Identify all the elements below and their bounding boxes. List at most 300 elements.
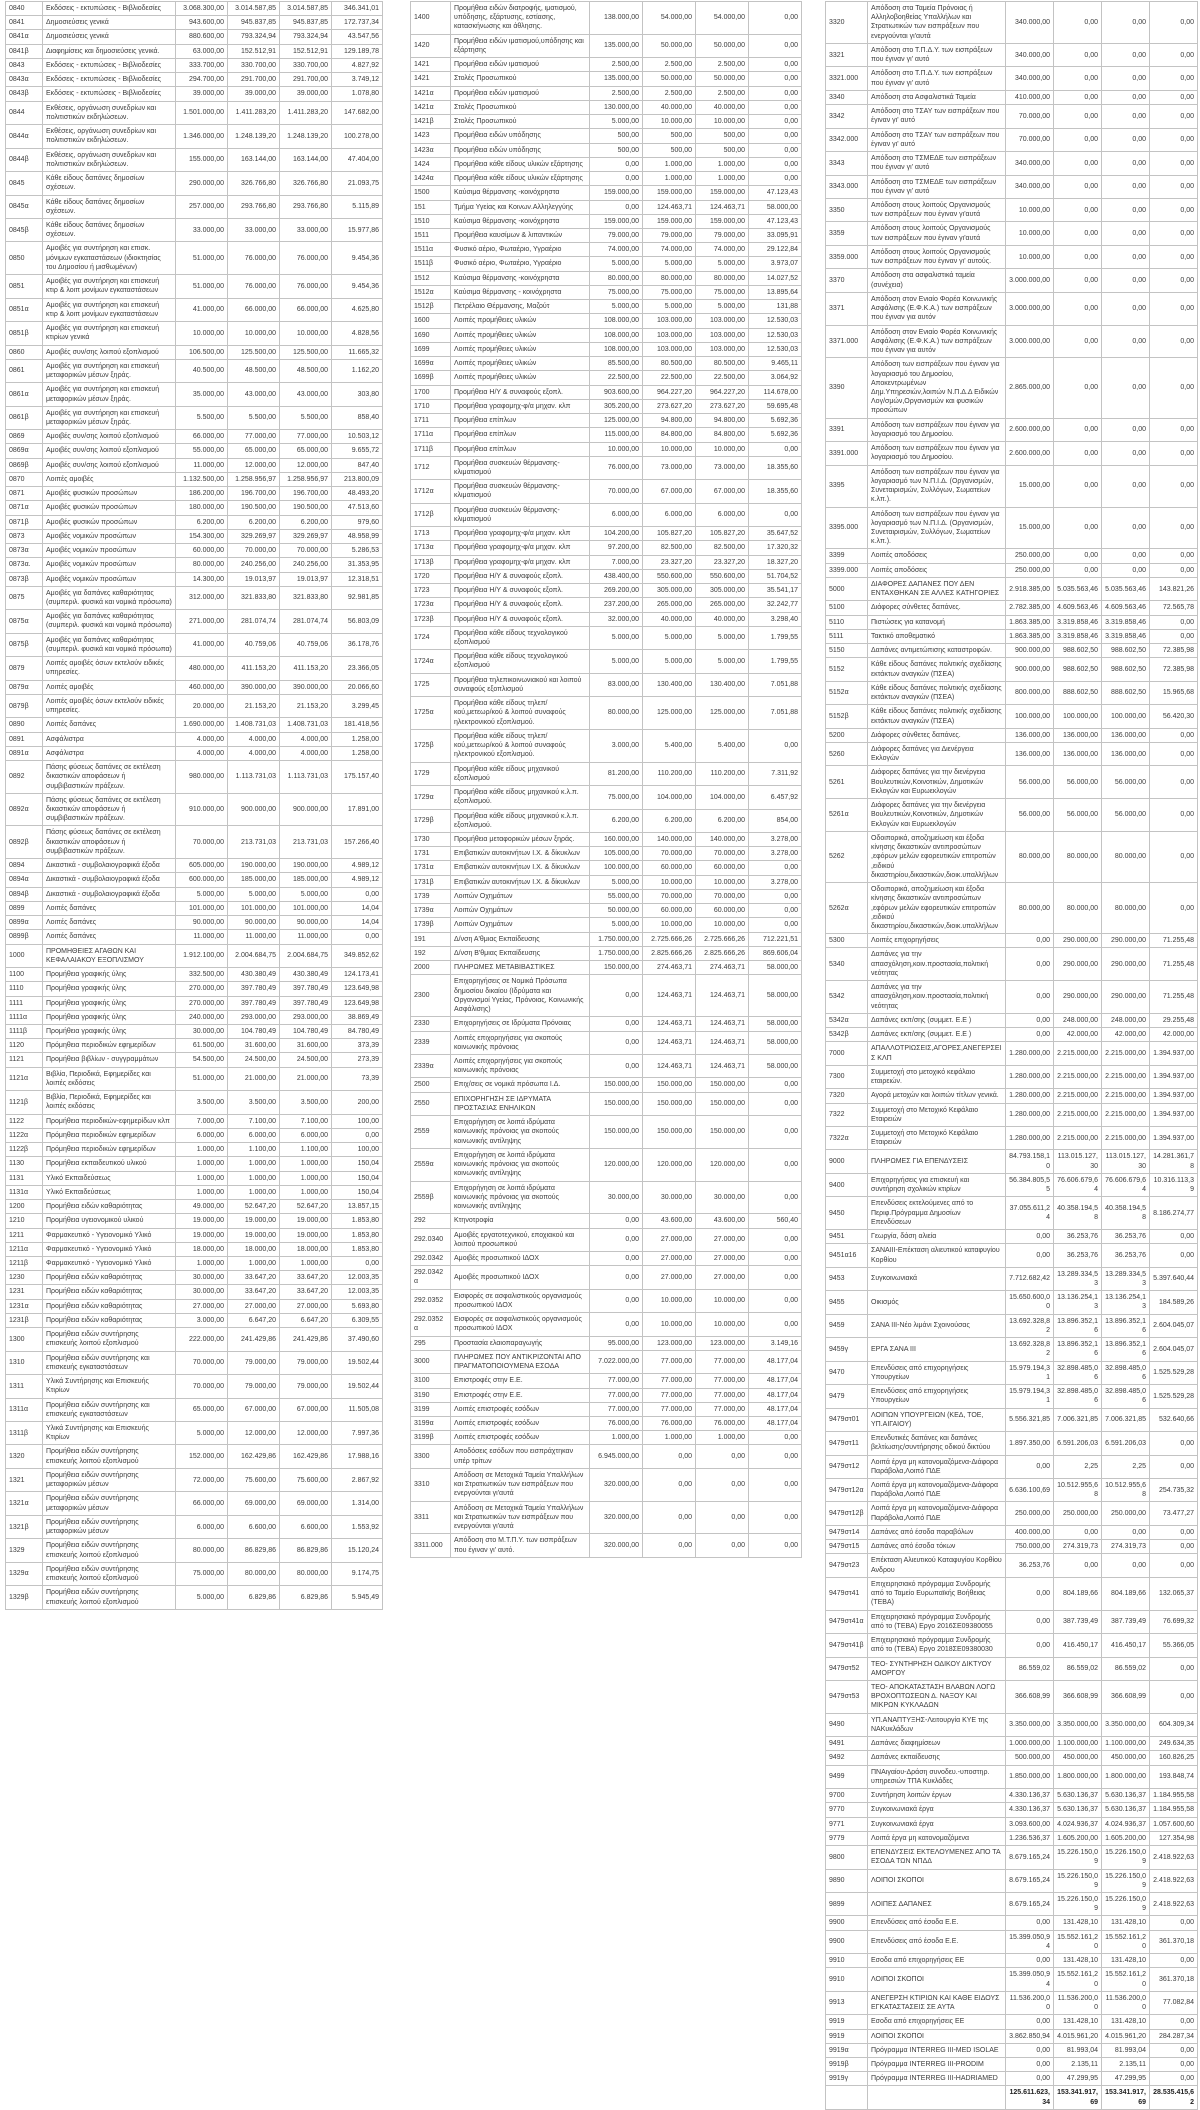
table-row xyxy=(826,1954,1198,1968)
amount-paid-cell: 5.945,49 xyxy=(332,1586,383,1609)
amount-revised-cell: 0,00 xyxy=(1054,43,1102,66)
amount-final-cell: 1.000,00 xyxy=(280,1157,332,1171)
code-cell: 5152β xyxy=(826,705,868,728)
code-cell: 1329β xyxy=(6,1586,43,1609)
description-cell: Προμήθεια συσκευών θέρμανσης-κλιματισμού xyxy=(451,456,590,479)
amount-budget-cell: 6.000,00 xyxy=(176,1515,228,1538)
code-cell: 0844β xyxy=(6,148,43,171)
amount-final-cell: 2.215.000,00 xyxy=(1102,1042,1150,1065)
amount-final-cell: 74.000,00 xyxy=(696,243,749,257)
amount-budget-cell: 800.000,00 xyxy=(1006,681,1054,704)
amount-revised-cell: 3.500,00 xyxy=(228,1091,280,1114)
amount-revised-cell: 5.630.136,37 xyxy=(1054,1789,1102,1803)
amount-revised-cell: 162.429,86 xyxy=(228,1445,280,1468)
amount-final-cell: 397.780,49 xyxy=(280,996,332,1010)
table-row xyxy=(6,1185,383,1199)
amount-revised-cell: 47.299,95 xyxy=(1054,2072,1102,2086)
amount-revised-cell: 110.200,00 xyxy=(643,762,696,785)
amount-final-cell: 0,00 xyxy=(1102,175,1150,198)
amount-paid-cell: 0,00 xyxy=(1150,128,1198,151)
amount-revised-cell: 7.100,00 xyxy=(228,1114,280,1128)
table-row xyxy=(411,115,802,129)
amount-revised-cell: 6.829,86 xyxy=(228,1586,280,1609)
code-cell: 1720 xyxy=(411,569,451,583)
table-row xyxy=(6,58,383,72)
amount-budget-cell: 1.000,00 xyxy=(176,1256,228,1270)
description-cell: Κάθε είδους δαπάνες δημοσίων σχέσεων. xyxy=(43,195,176,218)
amount-revised-cell: 131.428,10 xyxy=(1054,2015,1102,2029)
amount-budget-cell: 86.559,02 xyxy=(1006,1657,1054,1680)
amount-budget-cell: 80.000,00 xyxy=(176,1539,228,1562)
amount-revised-cell: 6.000,00 xyxy=(643,503,696,526)
code-cell: 1421 xyxy=(411,72,451,86)
amount-paid-cell: 0,00 xyxy=(1150,1680,1198,1713)
amount-paid-cell: 0,00 xyxy=(1150,2043,1198,2057)
amount-budget-cell: 15.399.050,94 xyxy=(1006,1968,1054,1991)
description-cell: Πάσης φύσεως δαπάνες σε εκτέλεση δικαστικών αποφάσεων ή συμβιβαστικών πράξεων. xyxy=(43,826,176,859)
code-cell: 1130 xyxy=(6,1157,43,1171)
amount-paid-cell: 0,00 xyxy=(749,129,802,143)
amount-budget-cell: 900.000,00 xyxy=(1006,658,1054,681)
amount-paid-cell: 0,00 xyxy=(1150,418,1198,441)
code-cell: 1131α xyxy=(6,1185,43,1199)
amount-revised-cell: 13.136.254,13 xyxy=(1054,1291,1102,1314)
amount-final-cell: 5.035.563,46 xyxy=(1102,577,1150,600)
code-cell: 0890 xyxy=(6,718,43,732)
table-row xyxy=(6,16,383,30)
amount-final-cell: 19.013,97 xyxy=(280,572,332,586)
amount-budget-cell: 0,00 xyxy=(1006,1634,1054,1657)
amount-budget-cell: 10.000,00 xyxy=(1006,198,1054,221)
amount-final-cell: 5.000,00 xyxy=(280,887,332,901)
amount-final-cell: 27.000,00 xyxy=(696,1266,749,1289)
amount-revised-cell: 27.000,00 xyxy=(643,1251,696,1265)
amount-final-cell: 4.000,00 xyxy=(280,732,332,746)
code-cell: 9479στ01 xyxy=(826,1408,868,1431)
amount-paid-cell: 47.123,43 xyxy=(749,186,802,200)
amount-revised-cell: 265.000,00 xyxy=(643,598,696,612)
amount-paid-cell: 0,00 xyxy=(749,1251,802,1265)
description-cell: Προμήθεια γραφικής ύλης xyxy=(43,968,176,982)
amount-paid-cell: 2.418.922,63 xyxy=(1150,1846,1198,1869)
code-cell: 2550 xyxy=(411,1092,451,1115)
amount-budget-cell: 880.600,00 xyxy=(176,30,228,44)
amount-budget-cell: 18.000,00 xyxy=(176,1242,228,1256)
amount-paid-cell: 0,00 xyxy=(1150,1540,1198,1554)
amount-paid-cell: 0,00 xyxy=(1150,1657,1198,1680)
amount-paid-cell: 1.394.937,00 xyxy=(1150,1126,1198,1149)
amount-paid-cell: 0,00 xyxy=(749,1468,802,1501)
amount-budget-cell: 19.000,00 xyxy=(176,1214,228,1228)
description-cell: Δαπάνες από έσοδα παραβόλων xyxy=(868,1525,1006,1539)
amount-paid-cell: 58.000,00 xyxy=(749,1054,802,1077)
table-row xyxy=(6,30,383,44)
code-cell: 5342α xyxy=(826,1013,868,1027)
table-row xyxy=(6,944,383,967)
description-cell: Προμήθεια μεταφορικών μέσων ξηράς. xyxy=(451,833,590,847)
table-row xyxy=(826,418,1198,441)
code-cell: 5262α xyxy=(826,883,868,934)
table-row xyxy=(826,507,1198,549)
amount-final-cell: 22.500,00 xyxy=(696,371,749,385)
table-row xyxy=(6,1053,383,1067)
amount-revised-cell: 86.559,02 xyxy=(1054,1657,1102,1680)
description-cell: Φυσικό αέριο, Φωταέριο, Υγραέριο xyxy=(451,257,590,271)
description-cell: Προμήθεια τηλεπικοινωνιακού και λοιπού συναφούς εξοπλισμού xyxy=(451,673,590,696)
amount-paid-cell: 1.525.529,28 xyxy=(1150,1385,1198,1408)
amount-paid-cell: 0,00 xyxy=(749,143,802,157)
amount-budget-cell: 460.000,00 xyxy=(176,680,228,694)
amount-budget-cell: 1.000,00 xyxy=(176,1143,228,1157)
amount-paid-cell: 1.078,80 xyxy=(332,87,383,101)
amount-paid-cell: 1.553,92 xyxy=(332,1515,383,1538)
amount-paid-cell: 0,00 xyxy=(749,861,802,875)
amount-revised-cell: 15.226.150,09 xyxy=(1054,1846,1102,1869)
description-cell: Αμοιβές εργατοτεχνικού, εποχιακού και λοιπού προσωπικού xyxy=(451,1228,590,1251)
code-cell: 0861α xyxy=(6,383,43,406)
amount-revised-cell: 281.074,74 xyxy=(228,610,280,633)
amount-budget-cell: 51.000,00 xyxy=(176,1067,228,1090)
amount-final-cell: 36.253,76 xyxy=(1102,1230,1150,1244)
amount-budget-cell: 3.000.000,00 xyxy=(1006,269,1054,292)
amount-final-cell: 6.200,00 xyxy=(696,809,749,832)
amount-revised-cell: 79.000,00 xyxy=(228,1351,280,1374)
amount-revised-cell: 7.006.321,85 xyxy=(1054,1408,1102,1431)
code-cell: 2559 xyxy=(411,1116,451,1149)
amount-paid-cell: 0,00 xyxy=(1150,198,1198,221)
code-cell: 5262 xyxy=(826,831,868,882)
amount-revised-cell: 65.000,00 xyxy=(228,444,280,458)
description-cell: Απόδοση στο ΤΣΑΥ των εισπράξεων που έγιναν γι' αυτό xyxy=(868,128,1006,151)
amount-paid-cell: 0,00 xyxy=(1150,222,1198,245)
amount-revised-cell: 50.000,00 xyxy=(643,34,696,57)
amount-final-cell: 124.463,71 xyxy=(696,1031,749,1054)
amount-final-cell: 43.000,00 xyxy=(280,383,332,406)
amount-final-cell: 0,00 xyxy=(1102,418,1150,441)
description-cell: Δικαστικά - συμβολαιογραφικά έξοδα xyxy=(43,859,176,873)
amount-final-cell: 131.428,10 xyxy=(1102,1954,1150,1968)
amount-final-cell: 15.226.150,09 xyxy=(1102,1846,1150,1869)
description-cell: Συγκοινωνιακά xyxy=(868,1267,1006,1290)
amount-paid-cell: 77.082,84 xyxy=(1150,1991,1198,2014)
amount-revised-cell: 2.215.000,00 xyxy=(1054,1103,1102,1126)
amount-budget-cell: 3.350.000,00 xyxy=(1006,1713,1054,1736)
amount-final-cell: 2.825.666,26 xyxy=(696,946,749,960)
description-cell: Αμοιβές προσωπικού ΙΔΟΧ xyxy=(451,1266,590,1289)
amount-revised-cell: 2.135,11 xyxy=(1054,2058,1102,2072)
description-cell: ΛΟΙΠΟΙ ΣΚΟΠΟΙ xyxy=(868,2029,1006,2043)
amount-revised-cell: 329.269,97 xyxy=(228,529,280,543)
code-cell: 1421 xyxy=(411,58,451,72)
amount-budget-cell: 138.000,00 xyxy=(590,2,643,35)
amount-final-cell: 105.827,20 xyxy=(696,527,749,541)
description-cell: Προμήθεια κάθε είδους υλικών εξάρτησης xyxy=(451,157,590,171)
code-cell: 9479στ12β xyxy=(826,1502,868,1525)
table-row xyxy=(826,152,1198,175)
amount-revised-cell: 124.463,71 xyxy=(643,200,696,214)
amount-paid-cell: 0,00 xyxy=(332,930,383,944)
code-cell: 0875 xyxy=(6,586,43,609)
description-cell: ΕΠΙΧΟΡΗΓΗΣΗ ΣΕ ΙΔΡΥΜΑΤΑ ΠΡΟΣΤΑΣΙΑΣ ΕΝΗΛΙΚΩΝ xyxy=(451,1092,590,1115)
amount-budget-cell: 4.330.136,37 xyxy=(1006,1803,1054,1817)
table-row xyxy=(411,1031,802,1054)
amount-final-cell: 43.600,00 xyxy=(696,1214,749,1228)
amount-budget-cell: 135.000,00 xyxy=(590,34,643,57)
amount-budget-cell: 943.600,00 xyxy=(176,16,228,30)
amount-budget-cell: 1.750.000,00 xyxy=(590,946,643,960)
amount-paid-cell: 48.177,04 xyxy=(749,1374,802,1388)
code-cell: 9479στ41β xyxy=(826,1634,868,1657)
description-cell: Εκδόσεις - εκτυπώσεις - Βιβλιοδεσίες xyxy=(43,58,176,72)
amount-revised-cell: 77.000,00 xyxy=(643,1402,696,1416)
amount-budget-cell: 340.000,00 xyxy=(1006,43,1054,66)
amount-revised-cell: 86.829,86 xyxy=(228,1539,280,1562)
amount-budget-cell: 106.500,00 xyxy=(176,345,228,359)
description-cell: Δ/νση Β'θμιας Εκπαίδευσης xyxy=(451,946,590,960)
amount-revised-cell: 124.463,71 xyxy=(643,1054,696,1077)
description-cell: Προμήθεια ειδών συντήρησης επισκευής λοιπού εξοπλισμού xyxy=(43,1328,176,1351)
code-cell: 0879β xyxy=(6,694,43,717)
table-row xyxy=(411,385,802,399)
amount-budget-cell: 0,00 xyxy=(590,172,643,186)
description-cell: Βιβλία, Περιοδικά, Εφημερίδες και λοιπές εκδόσεις xyxy=(43,1067,176,1090)
description-cell: Πρόγραμμα INTERREG III-PRODIM xyxy=(868,2058,1006,2072)
amount-budget-cell: 4.000,00 xyxy=(176,746,228,760)
amount-revised-cell: 293.000,00 xyxy=(228,1010,280,1024)
description-cell: Εκθέσεις, οργάνωση συνεδρίων και πολιτιστικών εκδηλώσεων. xyxy=(43,125,176,148)
description-cell: Δαπάνες για την απασχόληση,κοιν.προστασία,πολιτική νεότητας xyxy=(868,948,1006,981)
amount-budget-cell: 41.000,00 xyxy=(176,633,228,656)
description-cell: Αμοιβές φυσικών προσώπων xyxy=(43,515,176,529)
description-cell: Συμμετοχή στο μετοχικό κεφάλαιο εταιρειών. xyxy=(868,1065,1006,1088)
amount-paid-cell: 37.490,60 xyxy=(332,1328,383,1351)
amount-paid-cell: 0,00 xyxy=(749,100,802,114)
amount-paid-cell: 29.255,48 xyxy=(1150,1013,1198,1027)
code-cell: 0875α xyxy=(6,610,43,633)
amount-final-cell: 450.000,00 xyxy=(1102,1751,1150,1765)
code-cell: 3320 xyxy=(826,2,868,44)
amount-final-cell: 86.559,02 xyxy=(1102,1657,1150,1680)
amount-budget-cell: 84.793.158,10 xyxy=(1006,1150,1054,1173)
code-cell: 9491 xyxy=(826,1737,868,1751)
amount-budget-cell: 0,00 xyxy=(1006,1916,1054,1930)
amount-budget-cell: 36.253,76 xyxy=(1006,1554,1054,1577)
description-cell: Λοιπές επιχορηγήσεις xyxy=(868,934,1006,948)
table-row xyxy=(826,831,1198,882)
amount-budget-cell: 0,00 xyxy=(590,157,643,171)
amount-revised-cell: 397.780,49 xyxy=(228,996,280,1010)
amount-final-cell: 81.993,04 xyxy=(1102,2043,1150,2057)
description-cell: Συμμετοχή στο Μετοχικό Κεφάλαιο Εταιρειών xyxy=(868,1103,1006,1126)
table-row xyxy=(411,371,802,385)
amount-paid-cell: 29.122,84 xyxy=(749,243,802,257)
amount-revised-cell: 27.000,00 xyxy=(643,1266,696,1289)
code-cell: 0894α xyxy=(6,873,43,887)
amount-final-cell: 0,00 xyxy=(1102,292,1150,325)
table-row xyxy=(826,883,1198,934)
amount-revised-cell: 136.000,00 xyxy=(1054,743,1102,766)
code-cell: 3359 xyxy=(826,222,868,245)
amount-budget-cell: 340.000,00 xyxy=(1006,175,1054,198)
amount-final-cell: 0,00 xyxy=(1102,67,1150,90)
amount-final-cell: 110.200,00 xyxy=(696,762,749,785)
amount-revised-cell: 900.000,00 xyxy=(228,793,280,826)
table-row xyxy=(826,1065,1198,1088)
amount-budget-cell: 120.000,00 xyxy=(590,1148,643,1181)
amount-final-cell: 248.000,00 xyxy=(1102,1013,1150,1027)
table-row xyxy=(411,809,802,832)
amount-paid-cell: 3.298,40 xyxy=(749,612,802,626)
table-row xyxy=(6,101,383,124)
table-row xyxy=(826,1479,1198,1502)
description-cell: Επιχορήγηση σε λοιπά ιδρύματα κοινωνικής πρόνοιας για σκοπούς κοινωνικής αντίληψης xyxy=(451,1148,590,1181)
code-cell: 1723β xyxy=(411,612,451,626)
table-row xyxy=(826,1173,1198,1196)
amount-budget-cell: 5.000,00 xyxy=(590,115,643,129)
amount-revised-cell: 131.428,10 xyxy=(1054,1916,1102,1930)
amount-budget-cell: 1.280.000,00 xyxy=(1006,1126,1054,1149)
amount-revised-cell: 82.500,00 xyxy=(643,541,696,555)
amount-budget-cell: 49.000,00 xyxy=(176,1200,228,1214)
amount-budget-cell: 5.000,00 xyxy=(590,918,643,932)
amount-final-cell: 13.896.352,16 xyxy=(1102,1338,1150,1361)
amount-paid-cell: 1.853,80 xyxy=(332,1228,383,1242)
amount-paid-cell: 36.178,76 xyxy=(332,633,383,656)
table-row xyxy=(6,1562,383,1585)
table-row xyxy=(411,285,802,299)
amount-revised-cell: 390.000,00 xyxy=(228,680,280,694)
table-row xyxy=(826,1028,1198,1042)
amount-final-cell: 56.000,00 xyxy=(1102,799,1150,832)
description-cell: Απόδοση σε Μετοχικά Ταμεία Υπαλλήλων και Στρατιωτικών των εισπράξεων που ενεργούνται γι'αυτά xyxy=(451,1468,590,1501)
description-cell: Προμήθεια κάθε είδους μηχανικού κ.λ.π. εξοπλισμού. xyxy=(451,786,590,809)
code-cell: 0870 xyxy=(6,472,43,486)
amount-revised-cell: 2.215.000,00 xyxy=(1054,1042,1102,1065)
description-cell: Αμοιβές προσωπικού ΙΔΟΧ xyxy=(451,1251,590,1265)
code-cell: 292.0342α xyxy=(411,1266,451,1289)
code-cell: 1231α xyxy=(6,1299,43,1313)
amount-paid-cell: 0,00 xyxy=(1150,325,1198,358)
amount-final-cell: 30.000,00 xyxy=(696,1181,749,1214)
amount-revised-cell: 10.000,00 xyxy=(643,442,696,456)
amount-revised-cell: 125.000,00 xyxy=(643,697,696,730)
amount-final-cell: 80.000,00 xyxy=(1102,831,1150,882)
amount-budget-cell: 11.000,00 xyxy=(176,458,228,472)
description-cell: Αμοιβές για δαπάνες καθαριότητας (συμπεριλ. φυσικά και νομικά πρόσωπα) xyxy=(43,610,176,633)
amount-revised-cell: 124.463,71 xyxy=(643,1031,696,1054)
amount-paid-cell: 0,00 xyxy=(332,1128,383,1142)
code-cell: 1510 xyxy=(411,214,451,228)
table-row xyxy=(6,1143,383,1157)
amount-revised-cell: 21.153,20 xyxy=(228,694,280,717)
code-cell: 5200 xyxy=(826,728,868,742)
amount-revised-cell: 77.000,00 xyxy=(643,1350,696,1373)
table-row xyxy=(411,612,802,626)
description-cell: Προμήθεια γραφομηχ-φ/α μηχαν. κλπ xyxy=(451,399,590,413)
description-cell: Επιχειρησιακό πρόγραμμα Συνδρομής από το (ΤΕΒΑ) Εργο 2016ΣΕ09380055 xyxy=(868,1610,1006,1633)
description-cell: Προμήθεια κάθε είδους μηχανικού εξοπλισμού xyxy=(451,762,590,785)
amount-final-cell: 0,00 xyxy=(1102,442,1150,465)
amount-paid-cell: 0,00 xyxy=(1150,1455,1198,1478)
table-row xyxy=(826,2029,1198,2043)
amount-final-cell: 213.731,03 xyxy=(280,826,332,859)
description-cell: Προμήθεια Η/Υ & συναφούς εξοπλ. xyxy=(451,612,590,626)
code-cell: 0844 xyxy=(6,101,43,124)
amount-paid-cell: 1.394.937,00 xyxy=(1150,1089,1198,1103)
amount-revised-cell: 5.000,00 xyxy=(643,626,696,649)
amount-final-cell: 10.512.955,68 xyxy=(1102,1479,1150,1502)
code-cell: 5260 xyxy=(826,743,868,766)
table-row xyxy=(411,650,802,673)
code-cell: 0841 xyxy=(6,16,43,30)
amount-paid-cell: 0,00 xyxy=(1150,743,1198,766)
description-cell: Απόδοση στα ασφαλιστικά ταμεία (συνέχεια) xyxy=(868,269,1006,292)
description-cell: Προμήθεια ειδών καθαριότητας xyxy=(43,1200,176,1214)
amount-budget-cell: 270.000,00 xyxy=(176,982,228,996)
description-cell: Εκδόσεις - εκτυπώσεις - Βιβλιοδεσίες xyxy=(43,73,176,87)
amount-paid-cell: 48.493,20 xyxy=(332,487,383,501)
description-cell: Προμήθεια ειδών υπόδησης xyxy=(451,143,590,157)
amount-budget-cell: 250.000,00 xyxy=(1006,1502,1054,1525)
description-cell: Προμήθεια γραφικής ύλης xyxy=(43,982,176,996)
amount-budget-cell: 33.000,00 xyxy=(176,218,228,241)
amount-final-cell: 32.898.485,06 xyxy=(1102,1385,1150,1408)
table-row xyxy=(826,1765,1198,1788)
code-cell: 0841β xyxy=(6,44,43,58)
amount-final-cell: 131.428,10 xyxy=(1102,2015,1150,2029)
amount-budget-cell: 30.000,00 xyxy=(176,1285,228,1299)
amount-budget-cell: 0,00 xyxy=(590,1313,643,1336)
amount-paid-cell: 5.286,53 xyxy=(332,544,383,558)
amount-revised-cell: 10.000,00 xyxy=(643,875,696,889)
code-cell: 3310 xyxy=(411,1468,451,1501)
amount-budget-cell: 65.000,00 xyxy=(176,1398,228,1421)
description-cell: Στολές Προσωπικού xyxy=(451,100,590,114)
amount-budget-cell: 61.500,00 xyxy=(176,1039,228,1053)
amount-final-cell: 77.000,00 xyxy=(696,1388,749,1402)
amount-budget-cell: 312.000,00 xyxy=(176,586,228,609)
amount-revised-cell: 32.898.485,06 xyxy=(1054,1361,1102,1384)
amount-final-cell: 79.000,00 xyxy=(280,1375,332,1398)
amount-final-cell: 77.000,00 xyxy=(280,430,332,444)
amount-final-cell: 0,00 xyxy=(1102,198,1150,221)
description-cell: Προμήθεια γραφικής ύλης xyxy=(43,1010,176,1024)
table-row xyxy=(6,657,383,680)
amount-budget-cell: 154.300,00 xyxy=(176,529,228,543)
code-cell: 0892 xyxy=(6,761,43,794)
description-cell: Δαπάνες διαφημίσεων xyxy=(868,1737,1006,1751)
description-cell: Αμοιβές για συντήρηση και επισκευή μεταφορικών μέσων ξηράς. xyxy=(43,359,176,382)
code-cell: 1600 xyxy=(411,314,451,328)
amount-paid-cell: 72.565,78 xyxy=(1150,601,1198,615)
amount-final-cell: 416.450,17 xyxy=(1102,1634,1150,1657)
description-cell: Κάθε είδους δαπάνες πολιτικής σχεδίασης εκτάκτων αναγκών (ΠΣΕΑ) xyxy=(868,681,1006,704)
amount-paid-cell: 184.589,26 xyxy=(1150,1291,1198,1314)
amount-revised-cell: 0,00 xyxy=(643,1534,696,1557)
description-cell: Προμήθεια γραφικής ύλης xyxy=(43,1024,176,1038)
amount-budget-cell: 2.500,00 xyxy=(590,86,643,100)
amount-revised-cell: 103.000,00 xyxy=(643,314,696,328)
budget-table-column-3 xyxy=(825,1,1197,2110)
amount-budget-cell: 438.400,00 xyxy=(590,569,643,583)
amount-budget-cell: 500.000,00 xyxy=(1006,1751,1054,1765)
amount-revised-cell: 76.000,00 xyxy=(228,242,280,275)
table-row xyxy=(826,2015,1198,2029)
amount-final-cell: 10.000,00 xyxy=(696,875,749,889)
amount-budget-cell: 0,00 xyxy=(1006,2015,1054,2029)
amount-revised-cell: 80.500,00 xyxy=(643,357,696,371)
budget-table-column-2 xyxy=(410,1,801,1558)
